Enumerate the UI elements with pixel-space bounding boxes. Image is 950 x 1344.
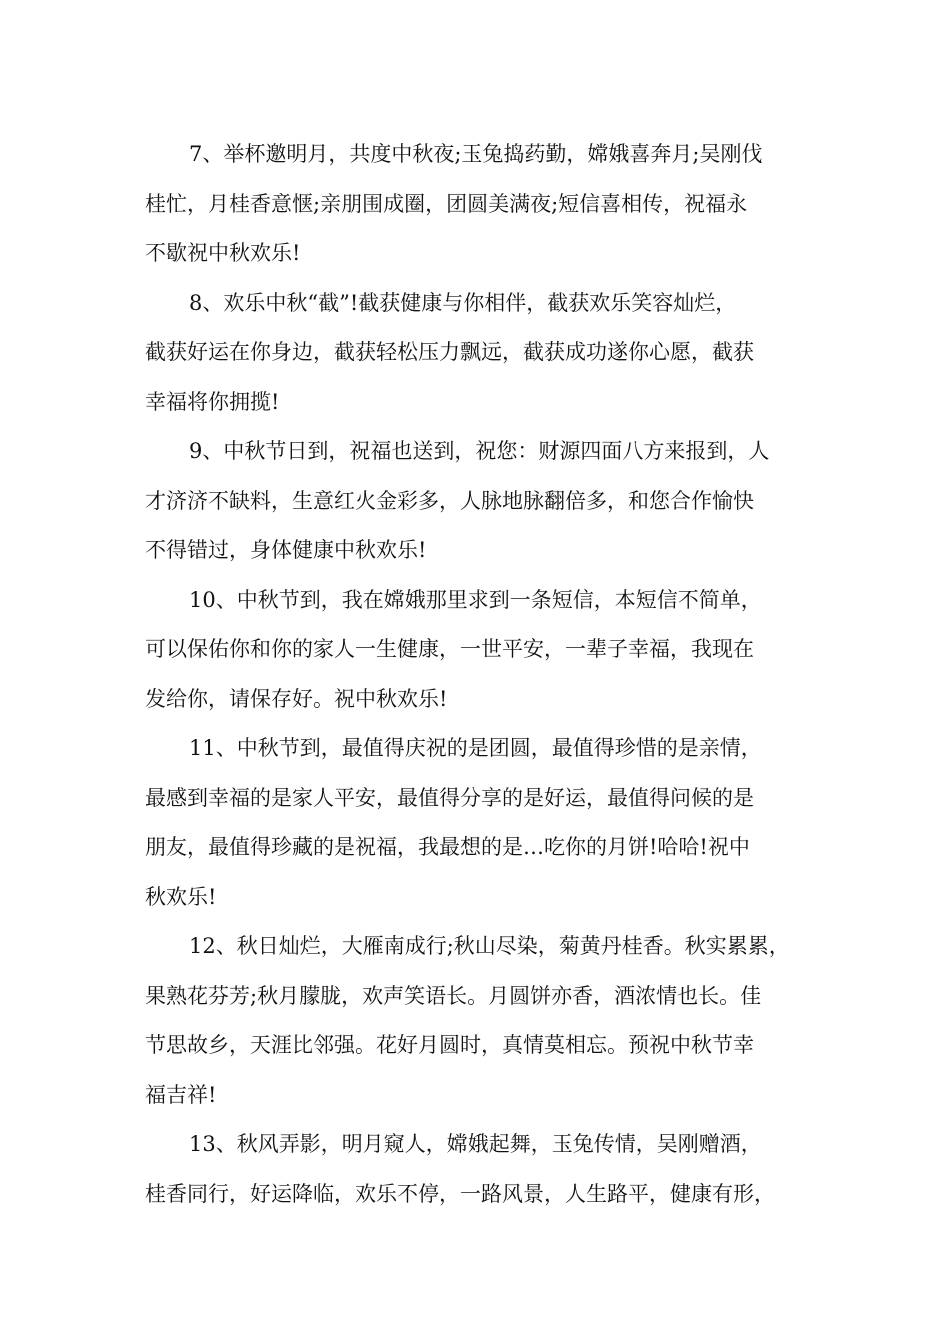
paragraph-9 — [145, 427, 830, 576]
text-line: 12、秋日灿烂，大雁南成行;秋山尽染，菊黄丹桂香。秋实累累， — [189, 934, 790, 958]
text-line: 发给你，请保存好。祝中秋欢乐! — [145, 686, 448, 711]
text-line: 桂忙，月桂香意惬;亲朋围成圈，团圆美满夜;短信喜相传，祝福永 — [145, 191, 748, 216]
paragraph-11 — [145, 724, 830, 922]
paragraph-13 — [145, 1120, 830, 1219]
paragraph-12 — [145, 922, 830, 1120]
text-line: 最感到幸福的是家人平安，最值得分享的是好运，最值得问候的是 — [145, 785, 754, 810]
text-line: 可以保佑你和你的家人一生健康，一世平安，一辈子幸福，我现在 — [145, 637, 754, 661]
paragraph-8 — [145, 279, 830, 428]
text-line: 桂香同行，好运降临，欢乐不停，一路风景，人生路平，健康有形， — [145, 1181, 775, 1206]
text-line: 不得错过，身体健康中秋欢乐! — [145, 538, 427, 562]
text-line: 8、欢乐中秋“截”!截获健康与你相伴，截获欢乐笑容灿烂， — [189, 290, 737, 315]
text-line: 9、中秋节日到，祝福也送到，祝您：财源四面八方来报到，人 — [189, 439, 770, 463]
text-line: 朋友，最值得珍藏的是祝福，我最想的是…吃你的月饼!哈哈!祝中 — [145, 835, 750, 859]
text-line: 福吉祥! — [145, 1082, 217, 1107]
text-line: 秋欢乐! — [145, 884, 217, 909]
text-line: 果熟花芬芳;秋月朦胧，欢声笑语长。月圆饼亦香，酒浓情也长。佳 — [145, 983, 762, 1008]
text-line: 7、举杯邀明月，共度中秋夜;玉兔捣药勤，嫦娥喜奔月;吴刚伐 — [189, 142, 763, 166]
text-line: 10、中秋节到，我在嫦娥那里求到一条短信，本短信不简单， — [189, 587, 762, 612]
text-line: 11、中秋节到，最值得庆祝的是团圆，最值得珍惜的是亲情， — [189, 736, 762, 760]
text-line: 13、秋风弄影，明月窥人，嫦娥起舞，玉兔传情，吴刚赠酒， — [189, 1132, 762, 1156]
paragraph-7 — [145, 130, 830, 279]
document-body — [145, 130, 830, 1219]
text-line: 节思故乡，天涯比邻强。花好月圆时，真情莫相忘。预祝中秋节幸 — [145, 1033, 754, 1057]
text-line: 幸福将你拥揽! — [145, 389, 280, 414]
paragraph-10 — [145, 576, 830, 725]
text-line: 不歇祝中秋欢乐! — [145, 241, 301, 265]
text-line: 截获好运在你身边，截获轻松压力飘远，截获成功遂你心愿，截获 — [145, 340, 754, 364]
text-line: 才济济不缺料，生意红火金彩多，人脉地脉翻倍多，和您合作愉快 — [145, 488, 754, 513]
